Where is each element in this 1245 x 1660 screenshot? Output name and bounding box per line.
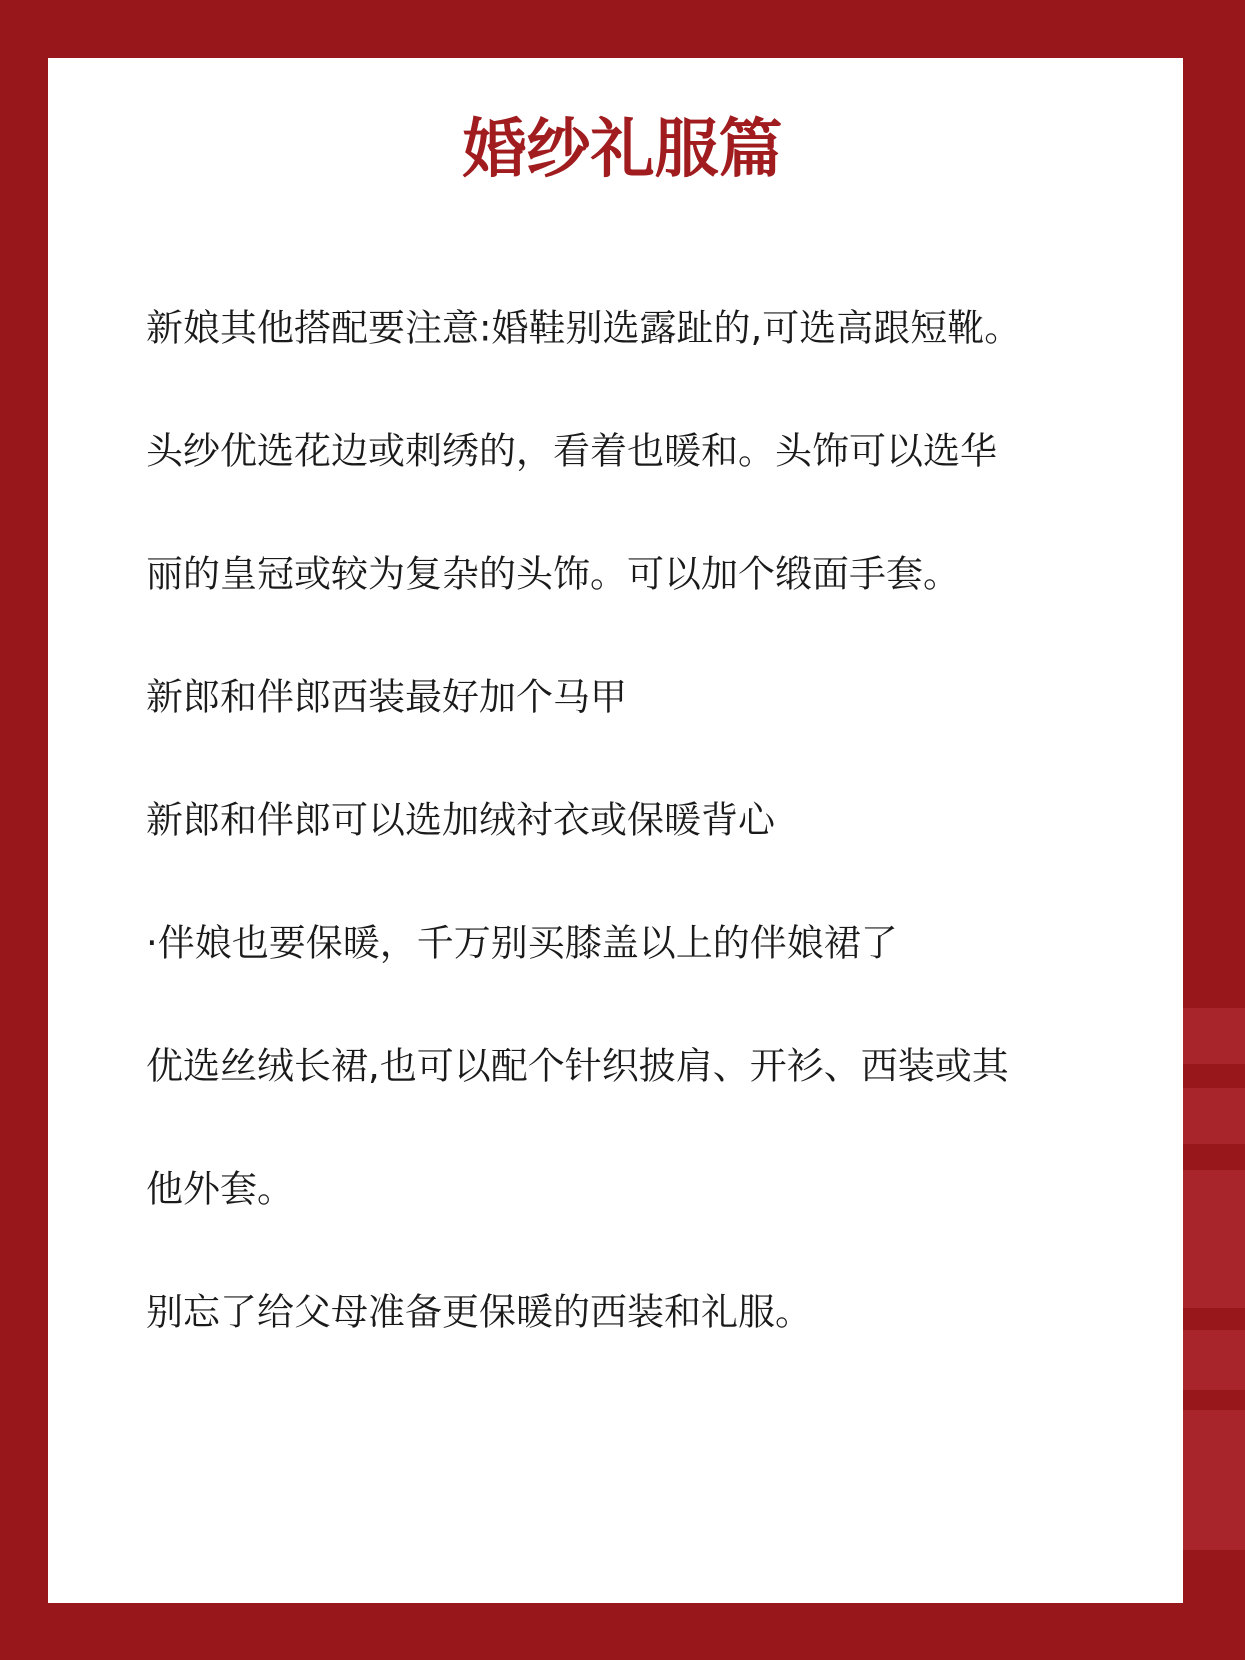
body-line-2: 头纱优选花边或刺绣的，看着也暖和。头饰可以选华 [146,429,997,473]
body-line-1: 新娘其他搭配要注意:婚鞋别选露趾的,可选高跟短靴。 [146,306,1022,350]
body-line-4: 新郎和伴郎西装最好加个马甲 [146,675,627,719]
decorative-stripe [1183,1410,1245,1550]
body-line-9: 别忘了给父母准备更保暖的西装和礼服。 [146,1290,812,1334]
decorative-stripe [1183,1170,1245,1308]
body-line-8: 他外套。 [146,1167,294,1211]
body-line-3: 丽的皇冠或较为复杂的头饰。可以加个缎面手套。 [146,552,960,596]
body-line-5: 新郎和伴郎可以选加绒衬衣或保暖背心 [146,798,775,842]
page-title: 婚纱礼服篇 [462,113,783,187]
body-line-6: ·伴娘也要保暖，千万别买膝盖以上的伴娘裙了 [146,921,898,965]
decorative-stripe [1183,1088,1245,1144]
decorative-stripe [1183,1008,1245,1064]
body-line-7: 优选丝绒长裙,也可以配个针织披肩、开衫、西装或其 [146,1044,1009,1088]
decorative-stripe [1183,1330,1245,1390]
